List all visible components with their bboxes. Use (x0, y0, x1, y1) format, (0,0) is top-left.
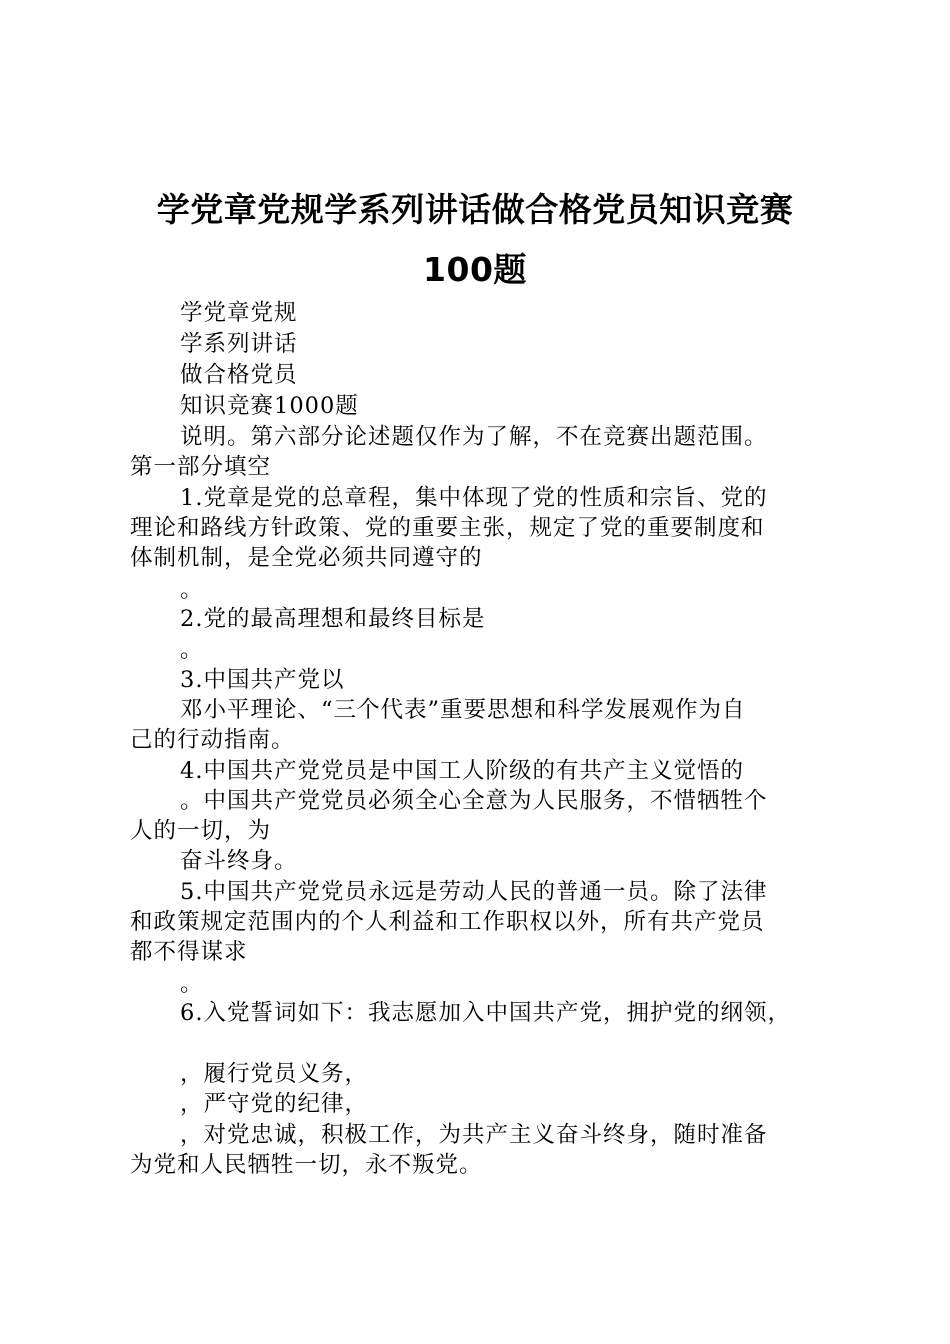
note-line: 说明。第六部分论述题仅作为了解，不在竞赛出题范围。 (180, 424, 768, 450)
section-heading: 第一部分填空 (130, 454, 272, 480)
subtitle-line: 学系列讲话 (180, 331, 298, 357)
question-line: 奋斗终身。 (180, 848, 298, 874)
subtitle-line: 学党章党规 (180, 300, 298, 326)
subtitle-line: 做合格党员 (180, 362, 298, 388)
answer-blank: 。 (180, 637, 204, 663)
question-line: 2.党的最高理想和最终目标是 (180, 606, 486, 632)
question-line: 理论和路线方针政策、党的重要主张，规定了党的重要制度和 (130, 515, 765, 541)
question-line: 。中国共产党党员必须全心全意为人民服务，不惜牺牲个 (180, 788, 768, 814)
question-line: 都不得谋求 (130, 939, 248, 965)
oath-line: 为党和人民牺牲一切，永不叛党。 (130, 1152, 483, 1178)
question-line: 人的一切，为 (130, 818, 272, 844)
answer-blank: 。 (180, 971, 204, 997)
subtitle-line: 知识竞赛1000题 (180, 393, 359, 419)
oath-line: ，对党忠诚，积极工作，为共产主义奋斗终身，随时准备 (180, 1122, 768, 1148)
question-line: 1.党章是党的总章程，集中体现了党的性质和宗旨、党的 (180, 485, 768, 511)
question-line: 邓小平理论、“三个代表”重要思想和科学发展观作为自 (180, 697, 746, 723)
document-title-line-2: 100题 (423, 250, 527, 289)
question-line: 3.中国共产党以 (180, 667, 345, 693)
document-title-line-1: 学党章党规学系列讲话做合格党员知识竞赛 (156, 190, 794, 229)
oath-line: ，履行党员义务， (180, 1061, 369, 1087)
oath-line: ，严守党的纪律， (180, 1091, 369, 1117)
question-line: 4.中国共产党党员是中国工人阶级的有共产主义觉悟的 (180, 758, 744, 784)
answer-blank: 。 (180, 577, 204, 603)
question-line: 体制机制，是全党必须共同遵守的 (130, 545, 483, 571)
question-line: 6.入党誓词如下：我志愿加入中国共产党，拥护党的纲领， (180, 1000, 791, 1026)
question-line: 己的行动指南。 (130, 727, 295, 753)
question-line: 和政策规定范围内的个人利益和工作职权以外，所有共产党员 (130, 909, 765, 935)
question-line: 5.中国共产党党员永远是劳动人民的普通一员。除了法律 (180, 879, 768, 905)
